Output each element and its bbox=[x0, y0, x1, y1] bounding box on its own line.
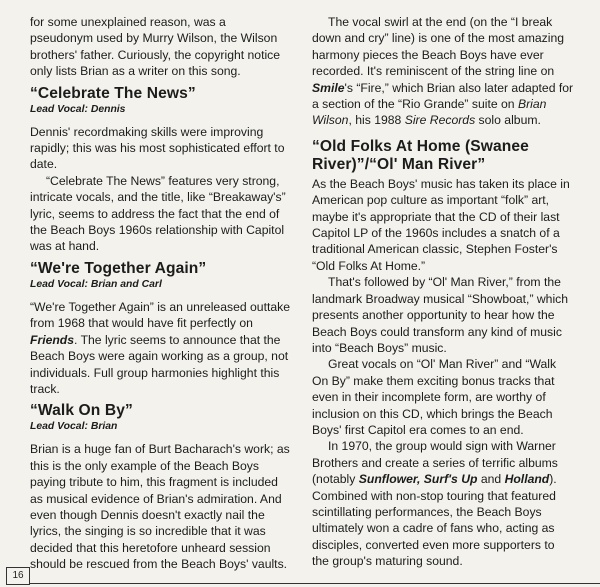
intro-paragraph: for some unexplained reason, was a pseudonym used by Murry Wilson, the Wilson brothers' father. Curiously, the copyright notice only lists Brian as a writer on this song. bbox=[30, 15, 281, 79]
celebrate-paragraph-2: “Celebrate The News” features very strong, intricate vocals, and the title, like “Breakaway's” lyric, seems to address the fact that the end of the Beach Boys 1960s relationship with Capitol was at hand. bbox=[30, 173, 286, 254]
smile-album-title: Smile bbox=[312, 80, 345, 95]
brian-wilson-album-title: Brian Wilson bbox=[312, 97, 547, 128]
vocal-swirl-paragraph bbox=[312, 14, 574, 129]
final-text-and: and bbox=[477, 472, 505, 487]
swirl-text-a: The vocal swirl at the end (on the “I break down and cry” line) is one of the most amazing harmony pieces the Beach Boys have ever recorded. It's reminiscent of the string line on bbox=[312, 15, 564, 79]
holland-album-title: Holland bbox=[504, 472, 550, 487]
oldfolks-paragraph-3: Great vocals on “Ol' Man River” and “Walk On By” make them exciting bonus tracks that even in their incomplete form, are worthy of inclusion on this CD, which brings the Beach Boys' first Capitol era comes to an end. bbox=[312, 357, 557, 437]
oldfolks-paragraph-4 bbox=[312, 438, 574, 569]
sire-records-label: Sire Records bbox=[404, 113, 476, 128]
sunflower-surfs-up-titles: Sunflower, Surf's Up bbox=[358, 472, 478, 487]
footer-rule bbox=[29, 583, 600, 584]
friends-album-title: Friends bbox=[30, 332, 75, 347]
lead-vocal-celebrate: Lead Vocal: Dennis bbox=[30, 103, 126, 115]
walk-paragraph-1: Brian is a huge fan of Burt Bacharach's work; as this is the only example of the Beach Boys paying tribute to him, this fragment is included as musical evidence of Brian's admiration. And even though Dennis doesn't exactly nail the lyrics, the singing is so incredible that it was decided that this heretofore unheard session should be rescued from the Beach Boys' vaults. bbox=[30, 442, 290, 572]
lead-vocal-together: Lead Vocal: Brian and Carl bbox=[30, 278, 162, 290]
swirl-text-c: , his 1988 bbox=[348, 113, 405, 128]
together-text-b: . The lyric seems to announce that the Beach Boys were again working as a group, not individuals. Full group harmonies highlight this track. bbox=[30, 332, 289, 396]
celebrate-paragraph-1: Dennis' recordmaking skills were improving rapidly; this was his most sophisticated effort to date. bbox=[30, 124, 285, 172]
final-text-b: ). Combined with non-stop touring that featured scintillating performances, the Beach Boys ultimately won a cadre of fans who, acting as disciples, converted even more supporters to the group's maturing sound. bbox=[312, 472, 557, 569]
section-title-walk-on-by: “Walk On By” bbox=[30, 402, 133, 420]
swirl-text-b: 's “Fire,” which Brian also later adapted for a section of the “Rio Grande” suite on bbox=[312, 80, 574, 112]
section-title-old-folks-at-home: “Old Folks At Home (Swanee River)”/“Ol' Man River” bbox=[312, 137, 529, 173]
page-number: 16 bbox=[6, 567, 30, 585]
oldfolks-paragraph-1: As the Beach Boys' music has taken its place in American pop culture as important “folk” art, maybe it's appropriate that the CD of their last Capitol LP of the 1960s includes a snatch of a traditional American classic, Stephen Foster's “Old Folks At Home.” bbox=[312, 176, 570, 273]
lead-vocal-walk: Lead Vocal: Brian bbox=[30, 421, 118, 433]
section-title-celebrate-the-news: “Celebrate The News” bbox=[30, 84, 196, 102]
swirl-text-d: solo album. bbox=[475, 113, 541, 128]
left-column bbox=[30, 14, 292, 573]
final-text-a: In 1970, the group would sign with Warner Brothers and create a series of terrific albums (notably bbox=[312, 439, 558, 487]
right-column bbox=[312, 14, 574, 570]
oldfolks-paragraph-2: That's followed by “Ol' Man River,” from the landmark Broadway musical “Showboat,” which presents another opportunity to hear how the Beach Boys could transform any kind of music into “Beach Boys” music. bbox=[312, 275, 569, 355]
together-paragraph-1 bbox=[30, 299, 292, 397]
section-title-were-together-again: “We're Together Again” bbox=[30, 259, 207, 277]
together-text-a: “We're Together Again” is an unreleased outtake from 1968 that would have fit perfectly on bbox=[30, 299, 291, 331]
